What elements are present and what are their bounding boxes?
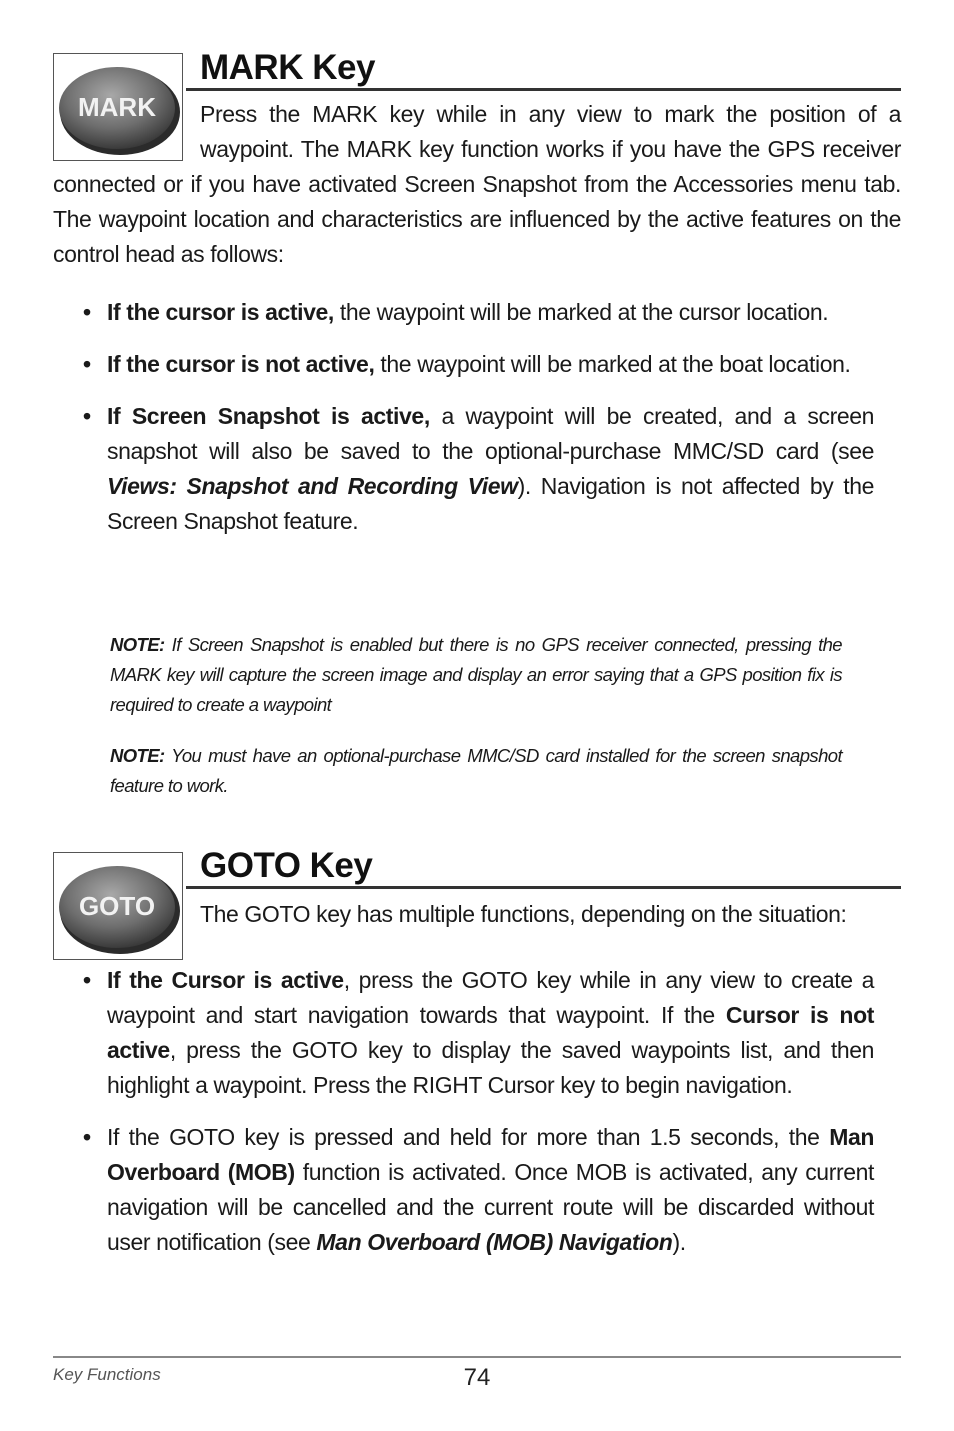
views-snapshot-reference: Views: Snapshot and Recording View bbox=[107, 473, 518, 499]
goto-bullet-list bbox=[83, 963, 874, 1260]
note-mmc-card: NOTE: You must have an optional-purchase MMC/SD card installed for the screen snapshot feature to work. bbox=[110, 745, 842, 796]
goto-icon-label: GOTO bbox=[78, 891, 156, 921]
list-item: • If the GOTO key is pressed and held for more than 1.5 seconds, the Man Overboard (MOB) function is activated. Once MOB is activated, any current navigation will be cancelled and the current route will be discarded without user notification (see Man Overboard (MOB) Navigation). bbox=[83, 1120, 874, 1260]
list-item: • If Screen Snapshot is active, a waypoint will be created, and a screen snapshot will also be saved to the optional-purchase MMC/SD card (see Views: Snapshot and Recording View). Navigation is not affected by the Screen Snapshot feature. bbox=[83, 399, 874, 539]
goto-key-heading: GOTO Key bbox=[200, 846, 373, 885]
page-number: 74 bbox=[463, 1364, 491, 1391]
mark-key-heading: MARK Key bbox=[200, 48, 375, 87]
mark-intro bbox=[53, 97, 901, 272]
list-item: • If the cursor is not active, the waypoint will be marked at the boat location. bbox=[83, 347, 874, 382]
goto-heading-rule bbox=[186, 886, 901, 889]
list-item: • If the Cursor is active, press the GOTO key while in any view to create a waypoint and start navigation towards that waypoint. If the Cursor is not active, press the GOTO key to display the saved waypoints list, and then highlight a waypoint. Press the RIGHT Cursor key to begin navigation. bbox=[83, 963, 874, 1103]
footer-section-name: Key Functions bbox=[53, 1365, 161, 1384]
mark-icon-label: MARK bbox=[78, 92, 156, 122]
list-item: • If the cursor is active, the waypoint will be marked at the cursor location. bbox=[83, 295, 874, 330]
note-gps-snapshot: NOTE: If Screen Snapshot is enabled but there is no GPS receiver connected, pressing the MARK key will capture the screen image and display an error saying that a GPS position fix is required to create a waypoint bbox=[110, 634, 842, 715]
goto-key-icon bbox=[53, 852, 183, 960]
mark-bullet-list bbox=[83, 295, 874, 539]
goto-intro-text: The GOTO key has multiple functions, depending on the situation: bbox=[200, 901, 847, 927]
mark-intro-text: Press the MARK key while in any view to mark the position of a waypoint. The MARK key function works if you have the GPS receiver connected or if you have activated Screen Snapshot from the Accessories menu tab. The waypoint location and characteristics are influenced by the active features on the control head as follows: bbox=[53, 101, 901, 267]
mark-heading-rule bbox=[186, 88, 901, 91]
mob-navigation-reference: Man Overboard (MOB) Navigation bbox=[316, 1229, 673, 1255]
footer-rule bbox=[53, 1356, 901, 1358]
